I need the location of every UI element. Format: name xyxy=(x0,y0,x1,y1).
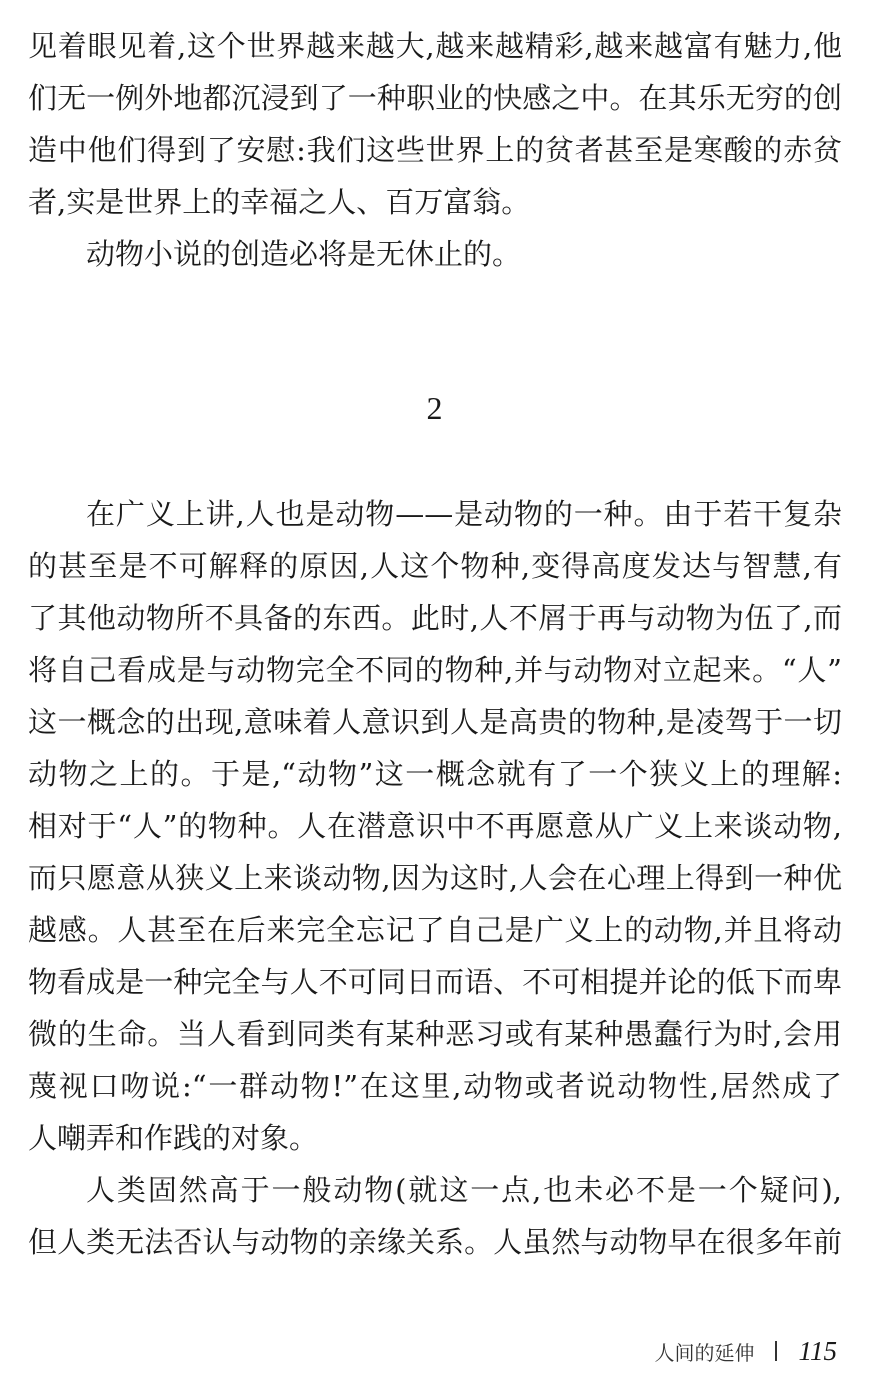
text-line: 们无一例外地都沉浸到了一种职业的快感之中。在其乐无穷的创 xyxy=(28,81,842,115)
section-number: 2 xyxy=(426,390,443,426)
text-line: 微的生命。当人看到同类有某种恶习或有某种愚蠢行为时,会用 xyxy=(28,1017,842,1051)
text-line: 者,实是世界上的幸福之人、百万富翁。 xyxy=(28,185,531,219)
text-line: 但人类无法否认与动物的亲缘关系。人虽然与动物早在很多年前 xyxy=(28,1225,842,1259)
text-line: 这一概念的出现,意味着人意识到人是高贵的物种,是凌驾于一切 xyxy=(28,705,842,739)
text-line: 人嘲弄和作践的对象。 xyxy=(28,1121,319,1155)
page-number: 115 xyxy=(798,1335,837,1366)
page-footer xyxy=(655,1333,838,1369)
text-line: 造中他们得到了安慰:我们这些世界上的贫者甚至是寒酸的赤贫 xyxy=(28,133,842,167)
footer-separator xyxy=(775,1341,777,1361)
text-line: 的甚至是不可解释的原因,人这个物种,变得高度发达与智慧,有 xyxy=(28,549,842,583)
text-line: 物看成是一种完全与人不可同日而语、不可相提并论的低下而卑 xyxy=(28,965,842,999)
text-line: 越感。人甚至在后来完全忘记了自己是广义上的动物,并且将动 xyxy=(28,913,842,947)
running-title: 人间的延伸 xyxy=(654,1340,755,1365)
text-line: 将自己看成是与动物完全不同的物种,并与动物对立起来。“人” xyxy=(28,653,842,687)
text-line: 而只愿意从狭义上来谈动物,因为这时,人会在心理上得到一种优 xyxy=(28,861,842,895)
text-line: 动物小说的创造必将是无休止的。 xyxy=(86,237,522,271)
text-line: 人类固然高于一般动物(就这一点,也未必不是一个疑问), xyxy=(86,1173,842,1207)
text-line: 了其他动物所不具备的东西。此时,人不屑于再与动物为伍了,而 xyxy=(28,601,842,635)
text-line: 见着眼见着,这个世界越来越大,越来越精彩,越来越富有魅力,他 xyxy=(28,29,842,63)
text-line: 在广义上讲,人也是动物——是动物的一种。由于若干复杂 xyxy=(86,497,842,531)
text-line: 蔑视口吻说:“一群动物!”在这里,动物或者说动物性,居然成了 xyxy=(28,1069,842,1103)
text-line: 动物之上的。于是,“动物”这一概念就有了一个狭义上的理解: xyxy=(28,757,842,791)
text-line: 相对于“人”的物种。人在潜意识中不再愿意从广义上来谈动物, xyxy=(28,809,842,843)
